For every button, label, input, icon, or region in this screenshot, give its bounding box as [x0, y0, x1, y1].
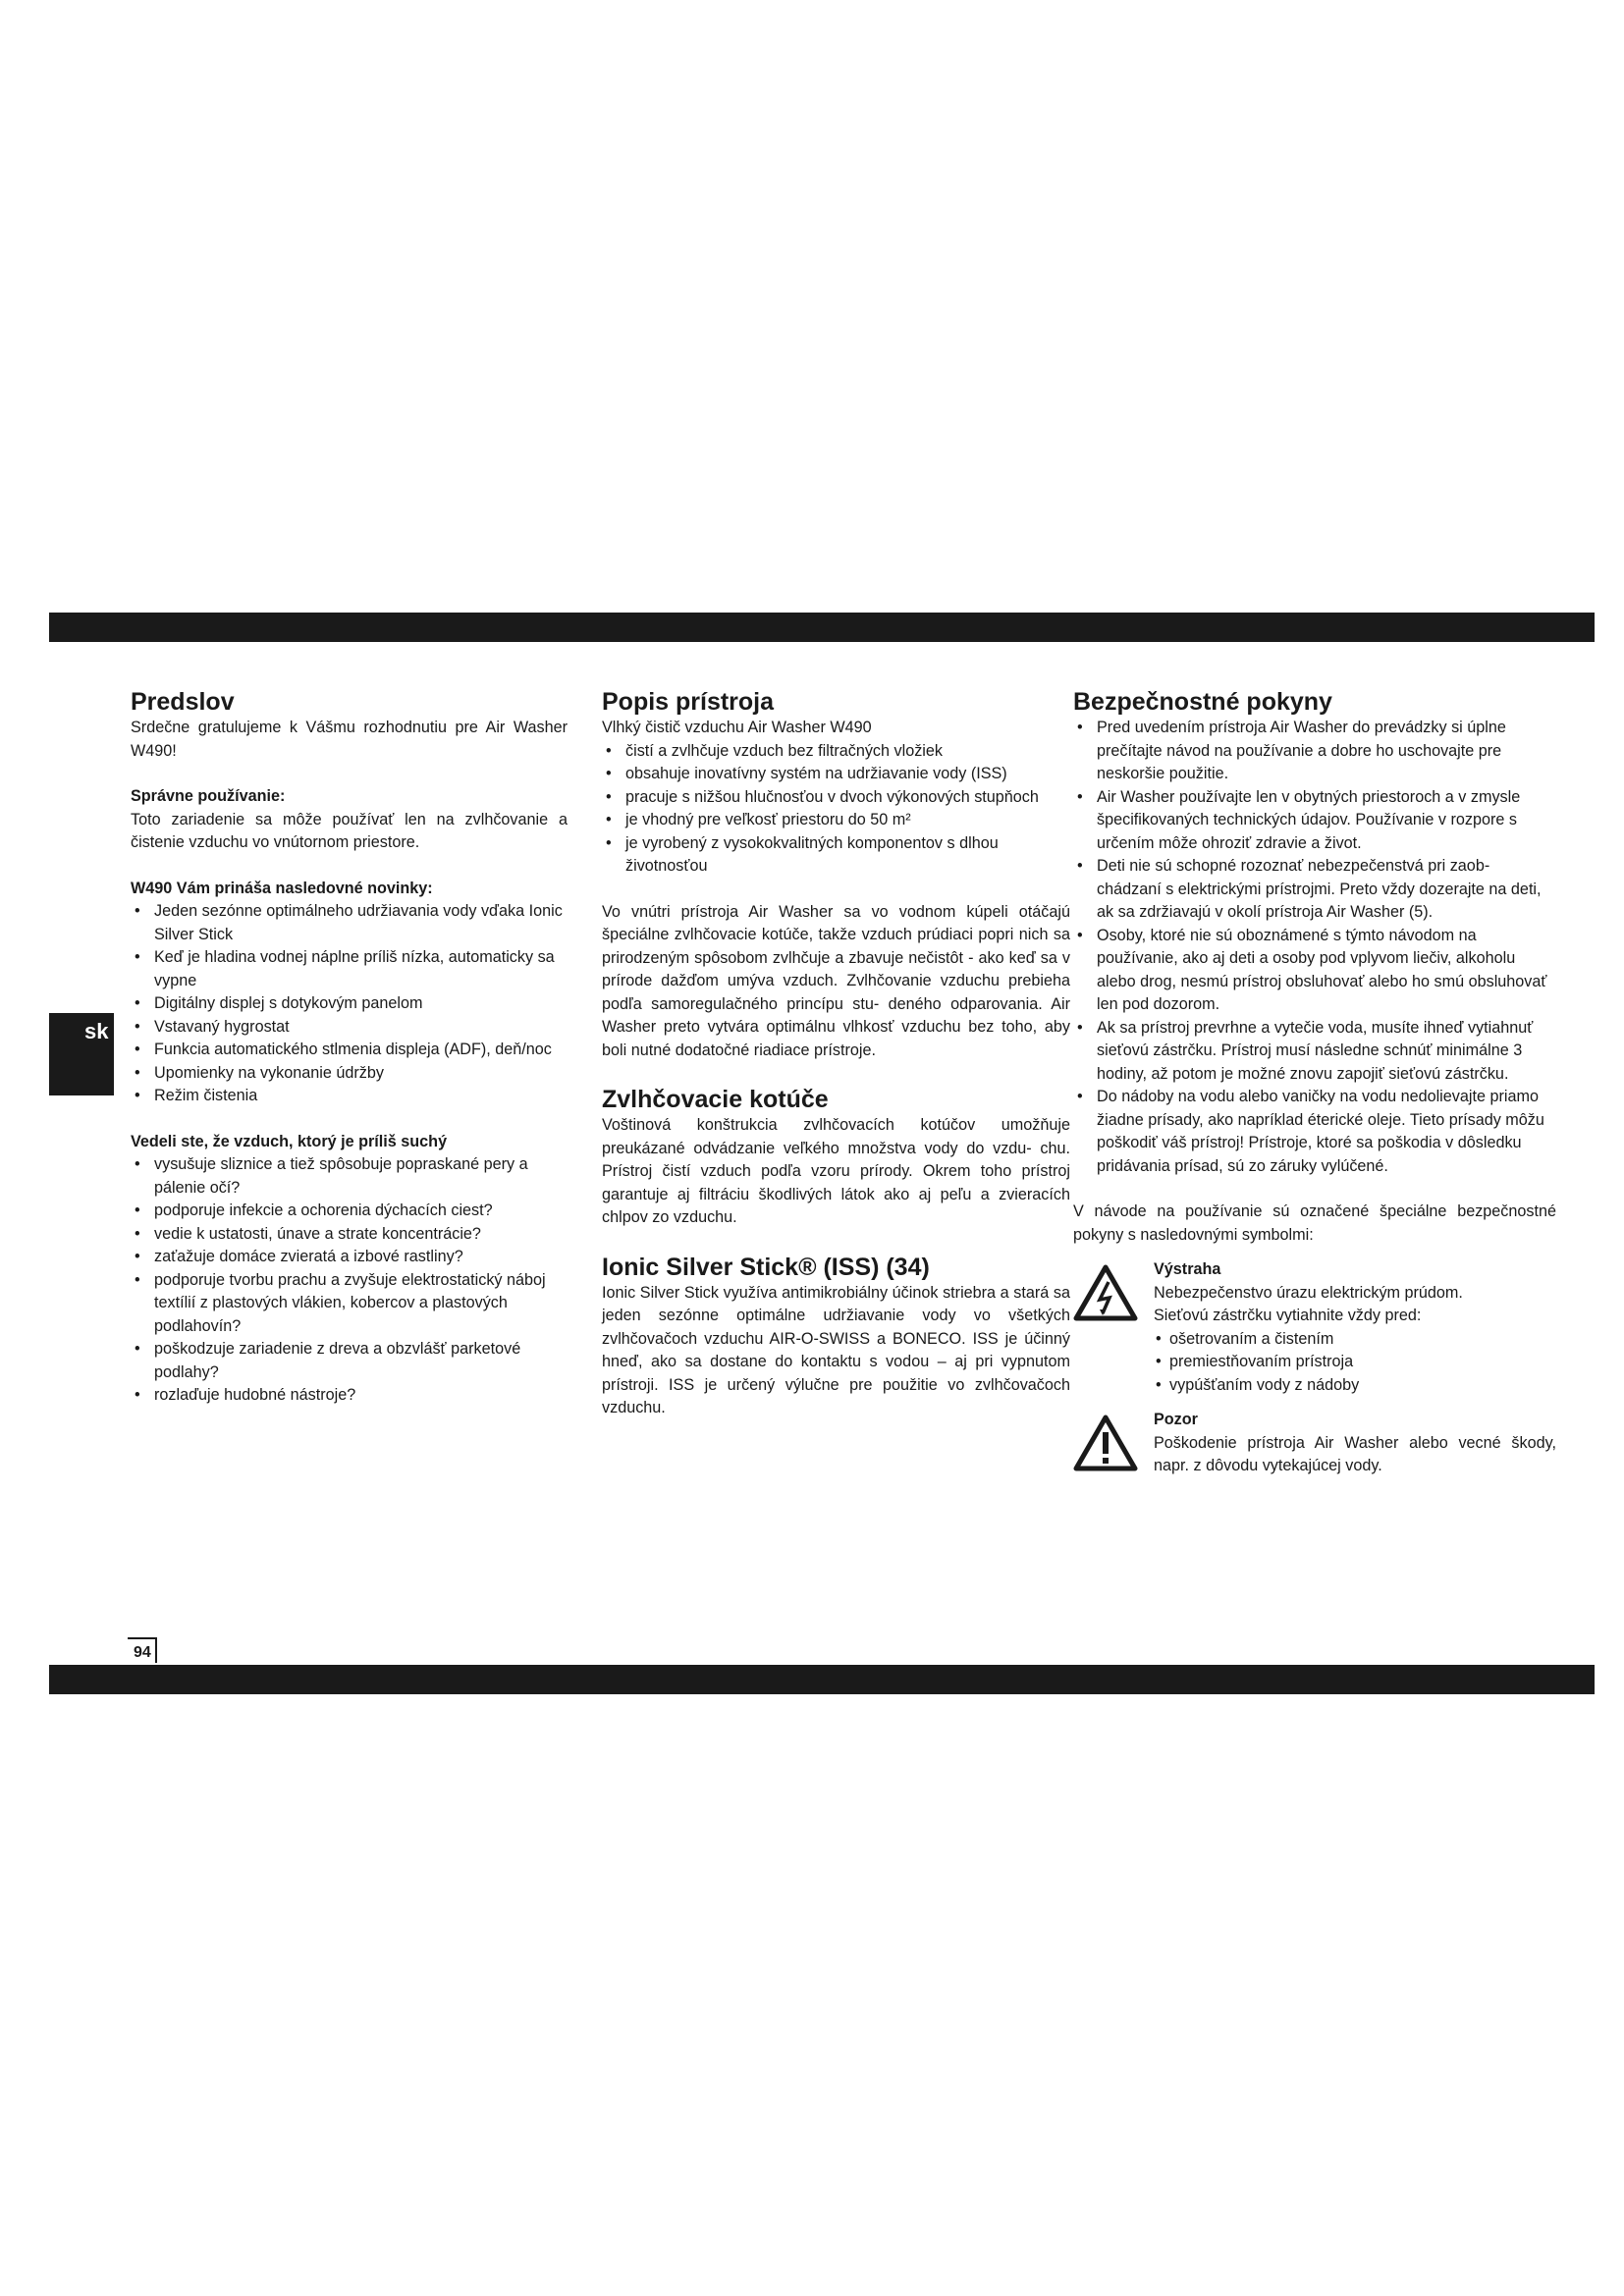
top-black-bar [49, 613, 1595, 642]
list-item: • čistí a zvlhčuje vzduch bez filtračných vložiek [602, 740, 1070, 764]
popis-heading: Popis prístroja [602, 688, 775, 716]
list-item: • Upomienky na vykonanie údržby [131, 1062, 568, 1086]
bottom-black-bar [49, 1665, 1595, 1694]
column-safety [1073, 687, 1556, 1478]
list-item: • ošetrovaním a čistením [1154, 1328, 1556, 1352]
vystraha-list [1154, 1328, 1556, 1398]
vystraha-block [1073, 1258, 1556, 1397]
list-item: • Keď je hladina vodnej náplne príliš nízka, automaticky sa vypne [131, 946, 568, 992]
column-device-description [602, 687, 1070, 1420]
list-item: • je vyrobený z vysokokvalitných komponentov s dlhou životnosťou [602, 832, 1070, 879]
list-item: • poškodzuje zariadenie z dreva a obzvlášť parketové podlahy? [131, 1338, 568, 1384]
vystraha-line2: Sieťovú zástrčku vytiahnite vždy pred: [1154, 1307, 1422, 1324]
predslov-text: Srdečne gratulujeme k Vášmu rozhodnutiu pre Air Washer W490! [131, 719, 568, 760]
vystraha-line1: Nebezpečenstvo úrazu elektrickým prúdom. [1154, 1283, 1463, 1302]
list-item: • podporuje infekcie a ochorenia dýchacích ciest? [131, 1200, 568, 1223]
electric-hazard-icon [1073, 1264, 1138, 1321]
list-item: • vysušuje sliznice a tiež spôsobuje popraskané pery a pálenie očí? [131, 1153, 568, 1200]
list-item: • Osoby, ktoré nie sú oboznámené s týmto návodom na používanie, ako aj deti a osoby pod vplyvom liečiv, alkoholu alebo drog, nesmú prístroj obsluhovať alebo ho smú obsluhovať len pod dozorom. [1073, 925, 1556, 1017]
pozor-title: Pozor [1154, 1411, 1198, 1428]
list-item: • Air Washer používajte len v obytných priestoroch a v zmysle špecifikovaných technických údajov. Používanie v rozpore s určením môže ohroziť zdravie a život. [1073, 786, 1556, 856]
list-item: • premiestňovaním prístroja [1154, 1351, 1556, 1374]
column-foreword [131, 687, 568, 1408]
iss-text: Ionic Silver Stick využíva antimikrobiálny účinok striebra a stará sa jeden sezónne optimálne udržiavanie vody vo všetkých zvlhčovačoch vzduchu AIR-O-SWISS a BONECO. ISS je účinný hneď, ako sa dostane do kontaktu s vodou – aj pri vypnutom prístroji. ISS je určený výlučne pre použitie vo zvlhčovačoch vzduchu. [602, 1283, 1070, 1416]
kotuce-text: Voštinová konštrukcia zvlhčovacích kotúčov umožňuje preukázané odvádzanie veľkého množstva vody do vzdu- chu. Prístroj čistí vzduch podľa vzoru prírody. Okrem toho prístroj garantuje aj filtráciu škodlivých látok ako aj peľu a zvieracích chlpov zo vzduchu. [602, 1116, 1070, 1226]
list-item: • podporuje tvorbu prachu a zvyšuje elektrostatický náboj textílií z plastových vlákien, kobercov a plastových podlahovín? [131, 1269, 568, 1339]
iss-heading: Ionic Silver Stick® (ISS) (34) [602, 1253, 930, 1281]
list-item: • Režim čistenia [131, 1085, 568, 1108]
vedeli-list [131, 1153, 568, 1408]
list-item: • rozlaďuje hudobné nástroje? [131, 1384, 568, 1408]
bezp-list [1073, 717, 1556, 1178]
list-item: • Pred uvedením prístroja Air Washer do prevádzky si úplne prečítajte návod na používanie a dobre ho uschovajte pre neskoršie použitie. [1073, 717, 1556, 786]
kotuce-heading: Zvlhčovacie kotúče [602, 1086, 829, 1113]
symbols-text: V návode na používanie sú označené špeciálne bezpečnostné pokyny s nasledovnými symbolmi: [1073, 1202, 1556, 1244]
predslov-heading: Predslov [131, 688, 235, 716]
vystraha-title: Výstraha [1154, 1260, 1221, 1278]
list-item: • vedie k ustatosti, únave a strate koncentrácie? [131, 1223, 568, 1247]
list-item: • Digitálny displej s dotykovým panelom [131, 992, 568, 1016]
page-number: 94 [128, 1637, 157, 1663]
list-item: • pracuje s nižšou hlučnosťou v dvoch výkonových stupňoch [602, 786, 1070, 810]
novinky-list [131, 900, 568, 1108]
popis-intro: Vlhký čistič vzduchu Air Washer W490 [602, 719, 872, 736]
popis-list [602, 740, 1070, 879]
list-item: • Ak sa prístroj prevrhne a vytečie voda, musíte ihneď vytiahnuť sieťovú zástrčku. Prístroj musí následne schnúť minimálne 3 hodiny, až potom je možné znovu zapojiť sieťovú zástrčku. [1073, 1017, 1556, 1087]
list-item: • Do nádoby na vodu alebo vaničky na vodu nedolievajte priamo žiadne prísady, ako napríklad éterické oleje. Tieto prísady môžu poškodiť váš prístroj! Prístroje, ktoré sa poškodia v dôsledku pridávania prísad, sú zo záruky vylúčené. [1073, 1086, 1556, 1178]
list-item: • vypúšťaním vody z nádoby [1154, 1374, 1556, 1398]
spravne-heading: Správne používanie: [131, 787, 286, 805]
list-item: • Funkcia automatického stlmenia displeja (ADF), deň/noc [131, 1039, 568, 1062]
spravne-text: Toto zariadenie sa môže používať len na zvlhčovanie a čistenie vzduchu vo vnútornom priestore. [131, 810, 568, 851]
popis-paragraph: Vo vnútri prístroja Air Washer sa vo vodnom kúpeli otáčajú špeciálne zvlhčovacie kotúče, takže vzduch prúdiaci popri nich sa prirodzeným spôsobom zvlhčuje a zbavuje nečistôt - ako keď sa v prírode dažďom umýva vzduch. Zvlhčovanie vzduchu prebieha podľa samoregulačného princípu stu- deného odparovania. Air Washer preto vytvára optimálnu vlhkosť vzduchu bez toho, aby boli nutné dodatočné riadiace prístroje. [602, 902, 1070, 1059]
list-item: • Vstavaný hygrostat [131, 1016, 568, 1040]
bezp-heading: Bezpečnostné pokyny [1073, 688, 1332, 716]
list-item: • zaťažuje domáce zvieratá a izbové rastliny? [131, 1246, 568, 1269]
pozor-block [1073, 1409, 1556, 1478]
vedeli-heading: Vedeli ste, že vzduch, ktorý je príliš suchý [131, 1132, 448, 1150]
list-item: • je vhodný pre veľkosť priestoru do 50 m² [602, 809, 1070, 832]
list-item: • Deti nie sú schopné rozoznať nebezpečenstvá pri zaob- chádzaní s elektrickými prístrojmi. Preto vždy dozerajte na deti, ak sa zdržiavajú v okolí prístroja Air Washer (5). [1073, 855, 1556, 925]
novinky-heading: W490 Vám prináša nasledovné novinky: [131, 879, 433, 897]
pozor-text: Poškodenie prístroja Air Washer alebo vecné škody, napr. z dôvodu vytekajúcej vody. [1154, 1433, 1556, 1474]
language-tab: sk [49, 1013, 114, 1095]
list-item: • Jeden sezónne optimálneho udržiavania vody vďaka Ionic Silver Stick [131, 900, 568, 946]
warning-icon [1073, 1415, 1138, 1471]
list-item: • obsahuje inovatívny systém na udržiavanie vody (ISS) [602, 763, 1070, 786]
